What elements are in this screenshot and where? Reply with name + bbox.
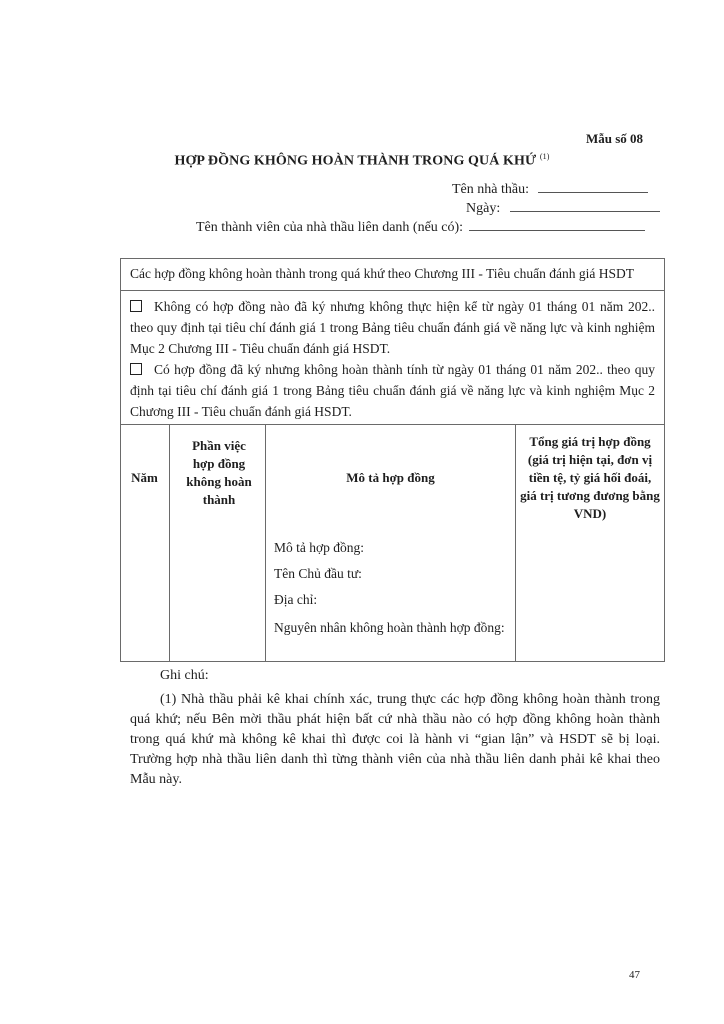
date-line bbox=[510, 199, 660, 212]
header-value: Tổng giá trị hợp đồng (giá trị hiện tại, đơn vị tiền tệ, tỷ giá hối đoái, giá trị tương đương bằng VND) bbox=[520, 434, 660, 521]
option-has-contract bbox=[130, 359, 655, 422]
member-label: Tên thành viên của nhà thầu liên danh (nếu có): bbox=[196, 220, 464, 235]
date-field[interactable] bbox=[466, 199, 660, 217]
row-investor: Tên Chủ đầu tư: bbox=[274, 566, 362, 581]
notes-text: (1) Nhà thầu phải kê khai chính xác, trung thực các hợp đồng không hoàn thành trong quá khứ; nếu Bên mời thầu phát hiện bất cứ nhà thầu nào có hợp đồng không hoàn thành trong quá khứ mà không kê khai thì được coi là hành vi “gian lận” và HSDT sẽ bị loại. Trường hợp nhà thầu liên danh thì từng thành viên của nhà thầu liên danh phải kê khai theo Mẫu này. bbox=[130, 692, 660, 787]
form-number: Mẫu số 08 bbox=[586, 131, 644, 146]
title-text: HỢP ĐỒNG KHÔNG HOÀN THÀNH TRONG QUÁ KHỨ bbox=[174, 153, 537, 169]
row-address: Địa chỉ: bbox=[274, 592, 318, 607]
table-top-border bbox=[120, 424, 665, 425]
option-no-contract-text: Không có hợp đồng nào đã ký nhưng không thực hiện kể từ ngày 01 tháng 01 năm 202.. theo quy định tại tiêu chí đánh giá 1 trong Bảng tiêu chuẩn đánh giá về năng lực và kinh nghiệm Mục 2 Chương III - Tiêu chuẩn đánh giá HSDT. bbox=[130, 299, 655, 356]
header-year: Năm bbox=[131, 470, 158, 485]
checkbox-no-contract[interactable] bbox=[130, 300, 142, 312]
option-no-contract bbox=[130, 296, 655, 359]
contractor-label: Tên nhà thầu: bbox=[452, 182, 529, 197]
title-footnote-marker: (1) bbox=[539, 152, 550, 161]
header-desc: Mô tả hợp đồng bbox=[346, 470, 435, 485]
row-description: Mô tả hợp đồng: bbox=[274, 540, 365, 555]
checkbox-has-contract[interactable] bbox=[130, 363, 142, 375]
contractor-name-field[interactable] bbox=[452, 180, 648, 198]
date-label: Ngày: bbox=[466, 201, 501, 216]
member-name-field[interactable] bbox=[196, 218, 645, 236]
header-part: Phần việc hợp đồng không hoàn thành bbox=[186, 438, 252, 507]
table-divider-2 bbox=[265, 424, 266, 662]
row-reason: Nguyên nhân không hoàn thành hợp đồng: bbox=[274, 620, 505, 635]
box-heading: Các hợp đồng không hoàn thành trong quá khứ theo Chương III - Tiêu chuẩn đánh giá HSDT bbox=[120, 258, 665, 291]
member-name-line bbox=[469, 218, 645, 231]
option-has-contract-text: Có hợp đồng đã ký nhưng không hoàn thành tính từ ngày 01 tháng 01 năm 202.. theo quy định tại tiêu chí đánh giá 1 trong Bảng tiêu chuẩn đánh giá về năng lực và kinh nghiệm Mục 2 Chương III - Tiêu chuẩn đánh giá HSDT. bbox=[130, 362, 655, 419]
contractor-name-line bbox=[538, 180, 648, 193]
table-divider-3 bbox=[515, 424, 516, 662]
page-number: 47 bbox=[629, 969, 640, 981]
page-title bbox=[0, 152, 724, 170]
table-divider-1 bbox=[169, 424, 170, 662]
notes-heading: Ghi chú: bbox=[160, 668, 209, 683]
